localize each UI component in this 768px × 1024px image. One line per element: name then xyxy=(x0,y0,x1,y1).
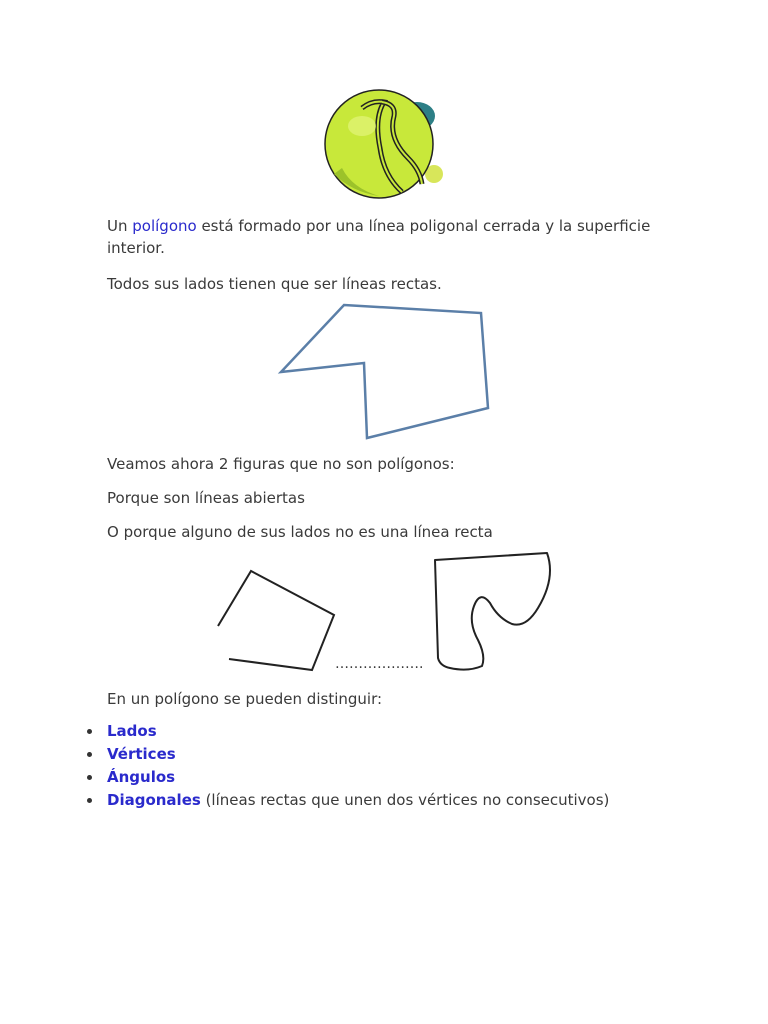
open-line-figure xyxy=(214,564,340,672)
intro-paragraph xyxy=(107,215,667,259)
bullet-icon xyxy=(87,775,92,780)
list-item xyxy=(107,766,687,789)
lados-link[interactable]: Lados xyxy=(107,722,157,740)
not-polygons-intro: Veamos ahora 2 figuras que no son polígonos: xyxy=(107,455,455,473)
separator-dots: ………………. xyxy=(335,656,424,672)
list-item xyxy=(107,789,687,812)
list-item xyxy=(107,743,687,766)
intro-prefix: Un xyxy=(107,217,133,235)
straight-sides-text: Todos sus lados tienen que ser líneas rectas. xyxy=(107,275,442,293)
polygon-example-figure xyxy=(270,296,500,446)
poligono-link[interactable]: polígono xyxy=(132,217,197,235)
diagonales-description: (líneas rectas que unen dos vértices no consecutivos) xyxy=(200,791,610,809)
bullet-icon xyxy=(87,729,92,734)
bullet-icon xyxy=(87,752,92,757)
tennis-ball-image xyxy=(322,88,446,204)
intro-suffix: está formado por una línea poligonal cerrada y la superficie interior. xyxy=(107,217,651,257)
diagonales-link[interactable]: Diagonales xyxy=(107,791,201,809)
bullet-icon xyxy=(87,798,92,803)
open-lines-text: Porque son líneas abiertas xyxy=(107,489,305,507)
vertices-link[interactable]: Vértices xyxy=(107,745,176,763)
angulos-link[interactable]: Ángulos xyxy=(107,768,176,786)
not-straight-text: O porque alguno de sus lados no es una línea recta xyxy=(107,523,493,541)
list-item xyxy=(107,720,687,743)
curved-side-figure xyxy=(428,548,558,674)
elements-intro: En un polígono se pueden distinguir: xyxy=(107,690,383,708)
polygon-elements-list xyxy=(107,720,687,812)
